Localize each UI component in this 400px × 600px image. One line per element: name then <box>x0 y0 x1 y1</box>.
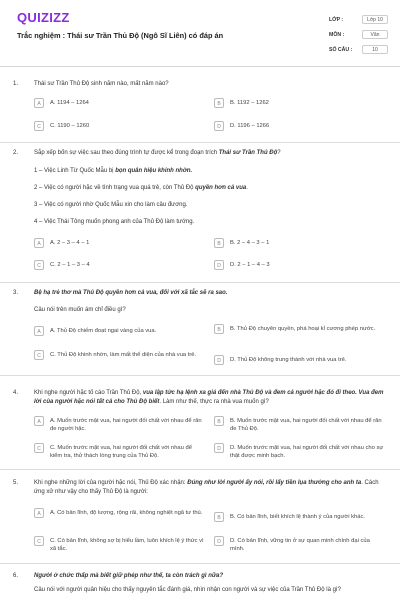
option-letter: B <box>214 238 224 248</box>
question-number: 4. <box>13 390 19 396</box>
option-c[interactable] <box>34 350 204 360</box>
option-text: A. 2 – 3 – 4 – 1 <box>50 240 90 246</box>
option-letter: D <box>214 260 224 270</box>
line-plain: 2 – Việc có người hặc về tình trạng vua quá trẻ, còn Thủ Độ <box>34 185 196 191</box>
question-quote: Bệ hạ trẻ thơ mà Thủ Độ quyền hơn cả vua, đối với xã tắc sẽ ra sao. <box>34 290 228 296</box>
option-text: D. Muốn trước mặt vua, hai người đối chất với nhau cho sự thật được minh bạch. <box>230 445 384 460</box>
option-text: B. Có bản lĩnh, biết khích lệ thành ý của người khác. <box>230 514 365 520</box>
count-value: 10 <box>362 45 388 54</box>
option-letter: B <box>214 98 224 108</box>
option-text: A. Có bản lĩnh, độ lượng, rộng rãi, không nghiệt ngã tư thù. <box>50 510 203 516</box>
question-text: Thái sư Trần Thủ Độ sinh năm nào, mất năm nào? <box>34 81 169 87</box>
option-letter: C <box>34 121 44 131</box>
line-emphasis: bọn quân hiệu khinh nhờn. <box>115 168 193 174</box>
option-text: D. Thủ Độ không trung thành với nhà vua trẻ. <box>230 357 347 363</box>
question-text: Câu nói trên muốn ám chỉ điều gì? <box>34 307 126 313</box>
divider <box>0 375 400 376</box>
option-a[interactable] <box>34 98 204 108</box>
option-text: C. Thủ Độ khinh nhờn, làm mất thể diện của nhà vua trẻ. <box>50 352 197 358</box>
question-text <box>34 389 388 407</box>
subject-value: Văn <box>362 30 388 39</box>
option-letter: B <box>214 512 224 522</box>
page-title: Trắc nghiệm : Thái sư Trần Thủ Độ (Ngô Sĩ Liên) có đáp án <box>17 31 224 40</box>
option-letter: D <box>214 443 224 453</box>
option-text: A. Muốn trước mặt vua, hai người đối chất với nhau để răn đe người hặc. <box>50 418 202 433</box>
event-line-4: 4 – Việc Thái Tông muốn phong anh của Thủ Độ làm tướng. <box>34 219 195 225</box>
line-end: . <box>246 185 248 191</box>
option-letter: B <box>214 416 224 426</box>
question-text <box>34 479 388 497</box>
question-number: 2. <box>13 150 19 156</box>
option-b[interactable] <box>214 324 384 334</box>
event-line-2 <box>34 184 388 193</box>
option-a[interactable] <box>34 326 204 336</box>
option-c[interactable] <box>34 536 204 553</box>
option-b[interactable] <box>214 238 384 248</box>
option-a[interactable] <box>34 508 204 518</box>
option-letter: C <box>34 536 44 546</box>
option-a[interactable] <box>34 416 204 433</box>
text-plain: Khi nghe người hặc tố cáo Trần Thủ Độ, <box>34 390 143 396</box>
option-letter: A <box>34 508 44 518</box>
option-letter: C <box>34 260 44 270</box>
count-label: SỐ CÂU : <box>329 47 353 53</box>
option-text: A. Thủ Độ chiếm đoạt ngai vàng của vua. <box>50 328 157 334</box>
option-text: B. 2 – 4 – 3 – 1 <box>230 240 270 246</box>
option-text: D. 1196 – 1266 <box>230 123 270 129</box>
page-header <box>0 0 400 67</box>
quizizz-logo: QUIZIZZ <box>17 10 70 25</box>
question-number: 5. <box>13 480 19 486</box>
option-letter: A <box>34 238 44 248</box>
option-d[interactable] <box>214 443 384 460</box>
text-emphasis: Đúng như lời người ấy nói, rồi lấy tiền lụa thưởng cho anh ta <box>187 480 362 486</box>
option-letter: A <box>34 98 44 108</box>
event-line-1 <box>34 167 388 176</box>
option-b[interactable] <box>214 416 384 433</box>
option-letter: B <box>214 324 224 334</box>
question-number: 1. <box>13 81 19 87</box>
question-number: 3. <box>13 290 19 296</box>
question-number: 6. <box>13 573 19 579</box>
option-text: D. Có bản lĩnh, vững tin ở sự quan minh chính đại của mình. <box>230 538 370 553</box>
option-d[interactable] <box>214 260 384 270</box>
divider <box>0 142 400 143</box>
option-d[interactable] <box>214 536 384 553</box>
option-d[interactable] <box>214 355 384 365</box>
text-end: . Cách ứng xử như vậy cho thấy Thủ Độ là người: <box>34 480 379 495</box>
divider <box>0 282 400 283</box>
text-plain: Sắp xếp bốn sự việc sau theo đúng trình tự được kể trong đoạn trích <box>34 150 219 156</box>
option-text: A. 1194 – 1264 <box>50 100 89 106</box>
event-line-3: 3 – Việc có người nhờ Quốc Mẫu xin cho làm câu đương. <box>34 202 188 208</box>
text-emphasis: Thái sư Trần Thủ Độ <box>218 150 278 156</box>
text-end: . Làm như thế, thực ra nhà vua muốn gì? <box>159 399 269 405</box>
option-text: C. 1190 – 1260 <box>50 123 90 129</box>
option-d[interactable] <box>214 121 384 131</box>
option-text: C. Muốn trước mặt vua, hai người đối chất với nhau để kiểm tra, thử thách lòng trung của Thủ Độ. <box>50 445 192 460</box>
text-emphasis: vua lập tức hạ lệnh xa giá đến nhà Thủ Độ và đem cả người hặc đó đi theo. Vua đem lời của người hặc nói tất cả cho Thủ Độ biết <box>34 390 384 405</box>
option-letter: A <box>34 416 44 426</box>
option-text: B. Thủ Độ chuyên quyền, phá hoại kỉ cương phép nước. <box>230 326 376 332</box>
class-value: Lớp 10 <box>362 15 388 24</box>
option-letter: D <box>214 355 224 365</box>
text-end: ? <box>277 150 281 156</box>
option-text: C. Có bản lĩnh, không sợ bị hiểu lầm, luôn khích lệ ý thức vì xã tắc. <box>50 538 204 553</box>
question-quote: Người ở chức thấp mà biết giữ phép như thế, ta còn trách gì nữa? <box>34 573 224 579</box>
option-letter: C <box>34 443 44 453</box>
option-letter: D <box>214 121 224 131</box>
line-plain: 1 – Việc Linh Từ Quốc Mẫu bị <box>34 168 116 174</box>
text-plain: Khi nghe những lời của người hặc nói, Thủ Độ xác nhận: <box>34 480 188 486</box>
subject-label: MÔN : <box>329 32 345 38</box>
option-b[interactable] <box>214 512 384 522</box>
question-text <box>34 149 388 158</box>
option-text: B. 1192 – 1262 <box>230 100 269 106</box>
option-b[interactable] <box>214 98 384 108</box>
question-text: Câu nói với người quân hiệu cho thấy nguyên tắc đánh giá, nhìn nhận con người và sự việc của Trần Thủ Độ là gì? <box>34 587 341 593</box>
option-text: C. 2 – 1 – 3 – 4 <box>50 262 90 268</box>
option-letter: A <box>34 326 44 336</box>
line-emphasis: quyền hơn cả vua <box>195 185 247 191</box>
option-letter: C <box>34 350 44 360</box>
option-text: B. Muốn trước mặt vua, hai người đối chất với nhau để răn đe Thủ Độ. <box>230 418 382 433</box>
option-c[interactable] <box>34 443 204 460</box>
divider <box>0 469 400 470</box>
divider <box>0 563 400 564</box>
option-a[interactable] <box>34 238 204 248</box>
option-c[interactable] <box>34 260 204 270</box>
option-c[interactable] <box>34 121 204 131</box>
option-text: D. 2 – 1 – 4 – 3 <box>230 262 270 268</box>
class-label: LỚP : <box>329 17 344 23</box>
option-letter: D <box>214 536 224 546</box>
